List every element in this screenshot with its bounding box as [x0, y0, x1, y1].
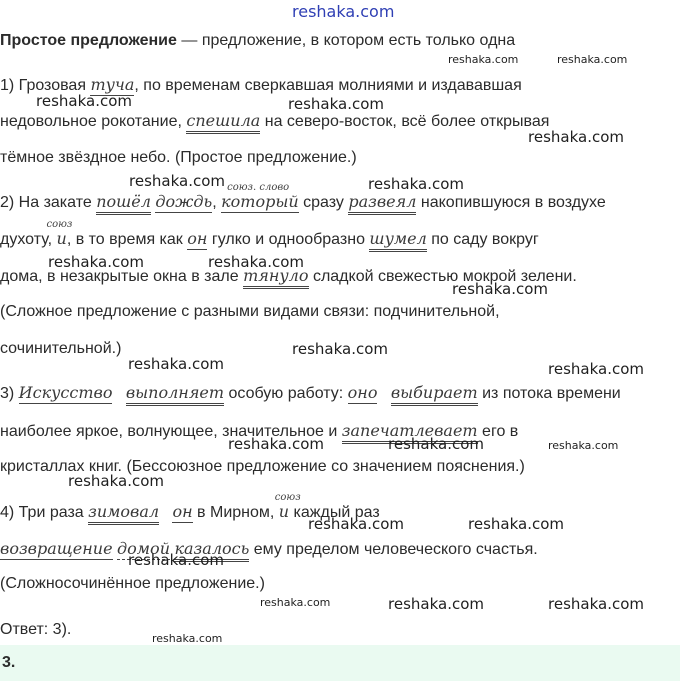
watermark: reshaka.com — [288, 95, 384, 113]
watermark: reshaka.com — [129, 172, 225, 190]
conjunction-label: союз — [274, 492, 301, 503]
watermark: reshaka.com — [548, 360, 644, 378]
subject-word: оно — [347, 383, 378, 402]
watermark: reshaka.com — [452, 280, 548, 298]
p2-line4 — [0, 302, 500, 322]
text: из потока времени — [477, 385, 621, 402]
text: в Мирном, — [192, 504, 279, 521]
watermark: reshaka.com — [308, 515, 404, 533]
conjunction-label: союз — [46, 219, 73, 230]
conjunction-word — [274, 492, 301, 522]
watermark: reshaka.com — [448, 53, 519, 66]
word-text: и — [278, 502, 290, 521]
subject-word: туча — [90, 75, 135, 94]
watermark: reshaka.com — [292, 340, 388, 358]
text: , по временам сверкавшая молниями и издававшая — [134, 77, 522, 94]
predicate-word: выполняет — [126, 383, 224, 406]
predicate-word: развеял — [348, 192, 416, 215]
conjunctive-word-label: союз. слово — [227, 182, 290, 193]
watermark: reshaka.com — [557, 53, 628, 66]
watermark: reshaka.com — [368, 175, 464, 193]
text: 3) — [0, 385, 19, 402]
intro-text: — предложение, в котором есть только одна — [176, 32, 516, 49]
text: гулко и однообразно — [207, 231, 370, 248]
watermark: reshaka.com — [548, 439, 619, 452]
predicate-word: выбирает — [391, 383, 478, 406]
predicate-word: казалось — [174, 539, 249, 562]
text: сразу — [298, 194, 349, 211]
text: (Сложносочинённое предложение.) — [0, 575, 265, 592]
text: духоту, — [0, 231, 57, 248]
text: сочинительной.) — [0, 340, 122, 357]
p2-line2 — [0, 219, 539, 252]
watermark: reshaka.com — [36, 92, 132, 110]
conjunctive-word — [221, 182, 299, 213]
p1-line2 — [0, 111, 549, 134]
text: на северо-восток, всё более открывая — [260, 113, 550, 130]
predicate-word: зимовал — [88, 502, 159, 525]
term-title: Простое предложение — [0, 32, 177, 49]
p2-line5 — [0, 339, 121, 359]
predicate-word: пошёл — [96, 192, 151, 215]
watermark: reshaka.com — [128, 355, 224, 373]
text: сладкой свежестью мокрой зелени. — [308, 268, 577, 285]
subject-word: Искусство — [18, 383, 113, 402]
subject-word: возвращение — [0, 539, 113, 558]
text: 2) На закате — [0, 194, 97, 211]
text: накопившуюся в воздухе — [416, 194, 606, 211]
watermark: reshaka.com — [128, 551, 224, 569]
conjunction-word — [46, 219, 73, 249]
text: недовольное рокотание, — [0, 113, 187, 130]
text: , в то время как — [66, 231, 188, 248]
text: по саду вокруг — [426, 231, 539, 248]
text: наиболее яркое, волнующее, значительное и — [0, 423, 342, 440]
text: тёмное звёздное небо. (Простое предложение.) — [0, 149, 357, 166]
subject-word: дождь — [155, 192, 213, 211]
predicate-word: спешила — [186, 111, 260, 134]
p3-line1 — [0, 383, 621, 406]
p4-line3 — [0, 574, 265, 594]
text: дома, в незакрытые окна в зале — [0, 268, 244, 285]
watermark: reshaka.com — [388, 595, 484, 613]
subject-word: он — [172, 502, 193, 521]
text: каждый раз — [289, 504, 380, 521]
text: кристаллах книг. (Бессоюзное предложение со значением пояснения.) — [0, 458, 525, 475]
intro-line — [0, 31, 515, 51]
text: , — [212, 194, 222, 211]
text: особую работу: — [224, 385, 348, 402]
text: ему пределом человеческого счастья. — [249, 541, 538, 558]
text: 4) Три раза — [0, 504, 89, 521]
next-task-number: 3. — [2, 654, 16, 671]
watermark: reshaka.com — [528, 128, 624, 146]
word-text: и — [56, 229, 67, 248]
text: 1) Грозовая — [0, 77, 91, 94]
text: (Сложное предложение с разными видами связи: подчинительной, — [0, 303, 500, 320]
subject-word: он — [187, 229, 208, 248]
watermark: reshaka.com — [48, 253, 144, 271]
watermark: reshaka.com — [388, 435, 484, 453]
watermark: reshaka.com — [208, 253, 304, 271]
predicate-word: шумел — [369, 229, 426, 252]
watermark: reshaka.com — [260, 596, 331, 609]
adverbial-word: домой — [117, 539, 170, 558]
next-task-bar[interactable] — [0, 645, 680, 681]
watermark: reshaka.com — [68, 472, 164, 490]
p1-line3 — [0, 148, 357, 168]
predicate-word: запечатлевает — [342, 421, 478, 444]
answer-text: Ответ: 3). — [0, 621, 72, 638]
watermark: reshaka.com — [152, 632, 223, 645]
watermark: reshaka.com — [468, 515, 564, 533]
word-text: который — [221, 192, 299, 211]
site-watermark-top[interactable]: reshaka.com — [292, 2, 395, 21]
watermark: reshaka.com — [228, 435, 324, 453]
text: его в — [477, 423, 519, 440]
p4-line2 — [0, 539, 538, 562]
predicate-word: тянуло — [243, 266, 308, 289]
watermark: reshaka.com — [548, 595, 644, 613]
